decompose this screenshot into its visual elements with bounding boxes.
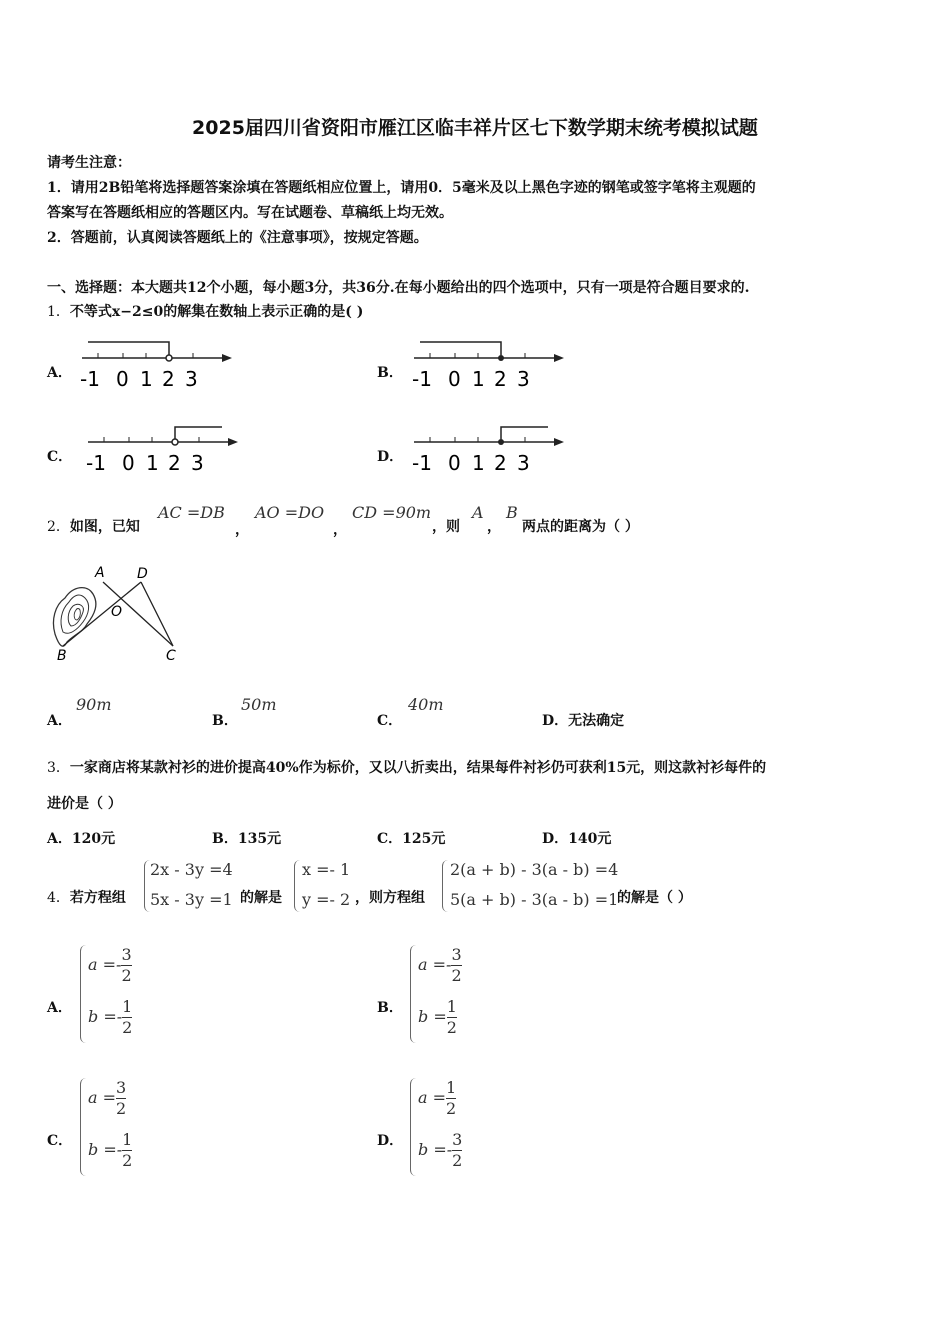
fig-label-c: C <box>166 648 176 664</box>
numerator: 3 <box>121 945 132 964</box>
q1-option-b-label[interactable]: B． <box>377 365 403 381</box>
q2-option-a-value: 90m <box>76 695 112 714</box>
notice-item-1-cont: 答案写在答题纸相应的答题区内。写在试题卷、草稿纸上均无效。 <box>47 205 453 221</box>
question-4-post: 的解是（ ） <box>617 890 692 906</box>
a-prefix: a =- <box>88 955 122 974</box>
question-4-pre: 若方程组 <box>69 890 126 906</box>
q4-option-d-label[interactable]: D． <box>377 1133 404 1149</box>
tick-label: -1 <box>80 367 100 391</box>
question-1-text: 不等式x−2≤0的解集在数轴上表示正确的是( ) <box>69 304 364 320</box>
b-prefix: b =- <box>418 1140 453 1159</box>
condition-ao-do: AO =DO <box>255 503 325 522</box>
tick-label: 0 <box>116 367 129 391</box>
q4-option-c-b <box>88 1130 132 1171</box>
section-heading: 一、选择题：本大题共12个小题，每小题3分，共36分.在每小题给出的四个选项中，只有一项是符合题目要求的. <box>47 280 750 296</box>
q4-option-a-b <box>88 997 132 1038</box>
denominator: 2 <box>452 1151 463 1170</box>
question-3-line1: 一家商店将某款衬衫的进价提高40%作为标价，又以八折卖出，结果每件衬衫仍可获利15元，则这款衬衫每件的 <box>69 760 767 776</box>
q1-option-d-numberline <box>406 420 571 478</box>
q1-option-a-label[interactable]: A． <box>47 365 72 381</box>
q3-option-b-label: B． <box>212 831 238 847</box>
question-2-post: 两点的距离为（ ） <box>522 519 639 535</box>
system-2-eq-2: 5(a + b) - 3(a - b) =1 <box>450 890 619 909</box>
system-1-eq-2: 5x - 3y =1 <box>150 890 233 909</box>
q1-option-d-label[interactable]: D． <box>377 449 404 465</box>
q2-figure <box>45 560 195 670</box>
q2-option-d[interactable] <box>542 710 624 730</box>
tick-label: 2 <box>494 367 507 391</box>
q2-option-a-label[interactable]: A． <box>47 713 72 729</box>
solution-x: x =- 1 <box>302 860 351 879</box>
tick-label: 3 <box>185 367 198 391</box>
tick-label: 2 <box>162 367 175 391</box>
question-number: 4． <box>47 890 70 906</box>
notice-item-2: 2．答题前，认真阅读答题纸上的《注意事项》，按规定答题。 <box>47 230 428 246</box>
tick-label: 0 <box>122 451 135 475</box>
tick-label: 3 <box>517 367 530 391</box>
notice-item-1: 1．请用2B铅笔将选择题答案涂填在答题纸相应位置上，请用0．5毫米及以上黑色字迹的钢笔或签字笔将主观题的 <box>47 180 756 196</box>
a-prefix: a = <box>88 1088 117 1107</box>
question-3-line2: 进价是（ ） <box>47 796 122 812</box>
system-2-eq-1: 2(a + b) - 3(a - b) =4 <box>450 860 619 879</box>
tick-label: -1 <box>412 367 432 391</box>
fig-label-b: B <box>57 648 67 664</box>
b-prefix: b =- <box>88 1007 123 1026</box>
tick-label: 0 <box>448 367 461 391</box>
q1-option-c-numberline <box>80 420 245 478</box>
question-2-lead <box>47 516 140 536</box>
b-prefix: b = <box>418 1007 447 1026</box>
tick-label: 1 <box>140 367 153 391</box>
q4-option-b-b <box>418 997 457 1038</box>
option-brace <box>80 1078 87 1176</box>
denominator: 2 <box>122 1018 133 1037</box>
q1-option-c-label[interactable]: C． <box>47 449 73 465</box>
question-number: 3． <box>47 760 70 776</box>
tick-label: 3 <box>191 451 204 475</box>
point-a: A <box>472 503 484 522</box>
q4-option-c-label[interactable]: C． <box>47 1133 73 1149</box>
q4-option-a-label[interactable]: A． <box>47 1000 72 1016</box>
separator: ， <box>487 519 501 535</box>
solution-y: y =- 2 <box>302 890 351 909</box>
system-brace <box>442 860 449 912</box>
condition-cd: CD =90m <box>352 503 432 522</box>
question-4-mid1: 的解是 <box>240 890 282 906</box>
denominator: 2 <box>116 1099 127 1118</box>
tick-label: 3 <box>517 451 530 475</box>
numerator: 3 <box>452 1130 463 1149</box>
tick-label: 1 <box>472 451 485 475</box>
system-brace <box>294 860 301 912</box>
q3-option-a[interactable] <box>47 828 115 848</box>
q2-option-c-value: 40m <box>408 695 444 714</box>
option-brace <box>80 945 87 1043</box>
numerator: 1 <box>122 997 133 1016</box>
page-title: 2025届四川省资阳市雁江区临丰祥片区七下数学期末统考模拟试题 <box>192 117 758 139</box>
q2-option-b-label[interactable]: B． <box>212 713 238 729</box>
q2-option-d-label: D． <box>542 713 569 729</box>
q3-option-d-label: D． <box>542 831 569 847</box>
q4-option-c-a <box>88 1078 126 1119</box>
tick-label: 2 <box>494 451 507 475</box>
q3-option-b-value: 135元 <box>237 831 282 847</box>
b-prefix: b =- <box>88 1140 123 1159</box>
a-prefix: a =- <box>418 955 452 974</box>
a-prefix: a = <box>418 1088 447 1107</box>
tick-label: -1 <box>86 451 106 475</box>
denominator: 2 <box>121 966 132 985</box>
q4-option-b-label[interactable]: B． <box>377 1000 403 1016</box>
numerator: 3 <box>451 945 462 964</box>
option-brace <box>410 945 417 1043</box>
question-4-mid2: ，则方程组 <box>355 890 425 906</box>
numerator: 1 <box>446 997 457 1016</box>
tick-label: -1 <box>412 451 432 475</box>
numerator: 1 <box>122 1130 133 1149</box>
q4-option-d-a <box>418 1078 456 1119</box>
fig-label-o: O <box>111 604 123 620</box>
q3-option-c-value: 125元 <box>402 831 446 847</box>
question-4-lead <box>47 887 126 907</box>
numerator: 3 <box>116 1078 127 1097</box>
fig-label-d: D <box>137 566 148 582</box>
question-2-then: ，则 <box>432 519 460 535</box>
system-1-eq-1: 2x - 3y =4 <box>150 860 233 879</box>
q3-option-c-label: C． <box>377 831 403 847</box>
denominator: 2 <box>446 1018 457 1037</box>
tick-label: 1 <box>472 367 485 391</box>
q4-option-b-a <box>418 945 462 986</box>
q3-option-a-label: A． <box>47 831 72 847</box>
question-1 <box>47 301 363 321</box>
notice-heading: 请考生注意： <box>47 155 131 171</box>
q3-option-d-value: 140元 <box>568 831 612 847</box>
q3-option-a-value: 120元 <box>71 831 116 847</box>
denominator: 2 <box>122 1151 133 1170</box>
denominator: 2 <box>446 1099 457 1118</box>
denominator: 2 <box>451 966 462 985</box>
q4-option-d-b <box>418 1130 462 1171</box>
q3-option-b[interactable] <box>212 828 281 848</box>
fig-label-a: A <box>95 565 105 581</box>
question-2-pre: 如图，已知 <box>69 519 140 535</box>
q2-option-d-value: 无法确定 <box>568 713 625 729</box>
tick-label: 1 <box>146 451 159 475</box>
q2-option-c-label[interactable]: C． <box>377 713 403 729</box>
q4-option-a-a <box>88 945 132 986</box>
separator: ， <box>333 522 347 538</box>
tick-label: 2 <box>168 451 181 475</box>
question-number: 2． <box>47 519 70 535</box>
question-number: 1． <box>47 304 70 320</box>
condition-ac-db: AC =DB <box>158 503 225 522</box>
q1-option-b-numberline <box>406 336 571 394</box>
question-3 <box>47 757 766 777</box>
q2-option-b-value: 50m <box>241 695 277 714</box>
q3-option-c[interactable] <box>377 828 445 848</box>
separator: ， <box>235 522 249 538</box>
q3-option-d[interactable] <box>542 828 611 848</box>
numerator: 1 <box>446 1078 457 1097</box>
option-brace <box>410 1078 417 1176</box>
q1-option-a-numberline <box>74 336 239 394</box>
tick-label: 0 <box>448 451 461 475</box>
point-b: B <box>506 503 518 522</box>
